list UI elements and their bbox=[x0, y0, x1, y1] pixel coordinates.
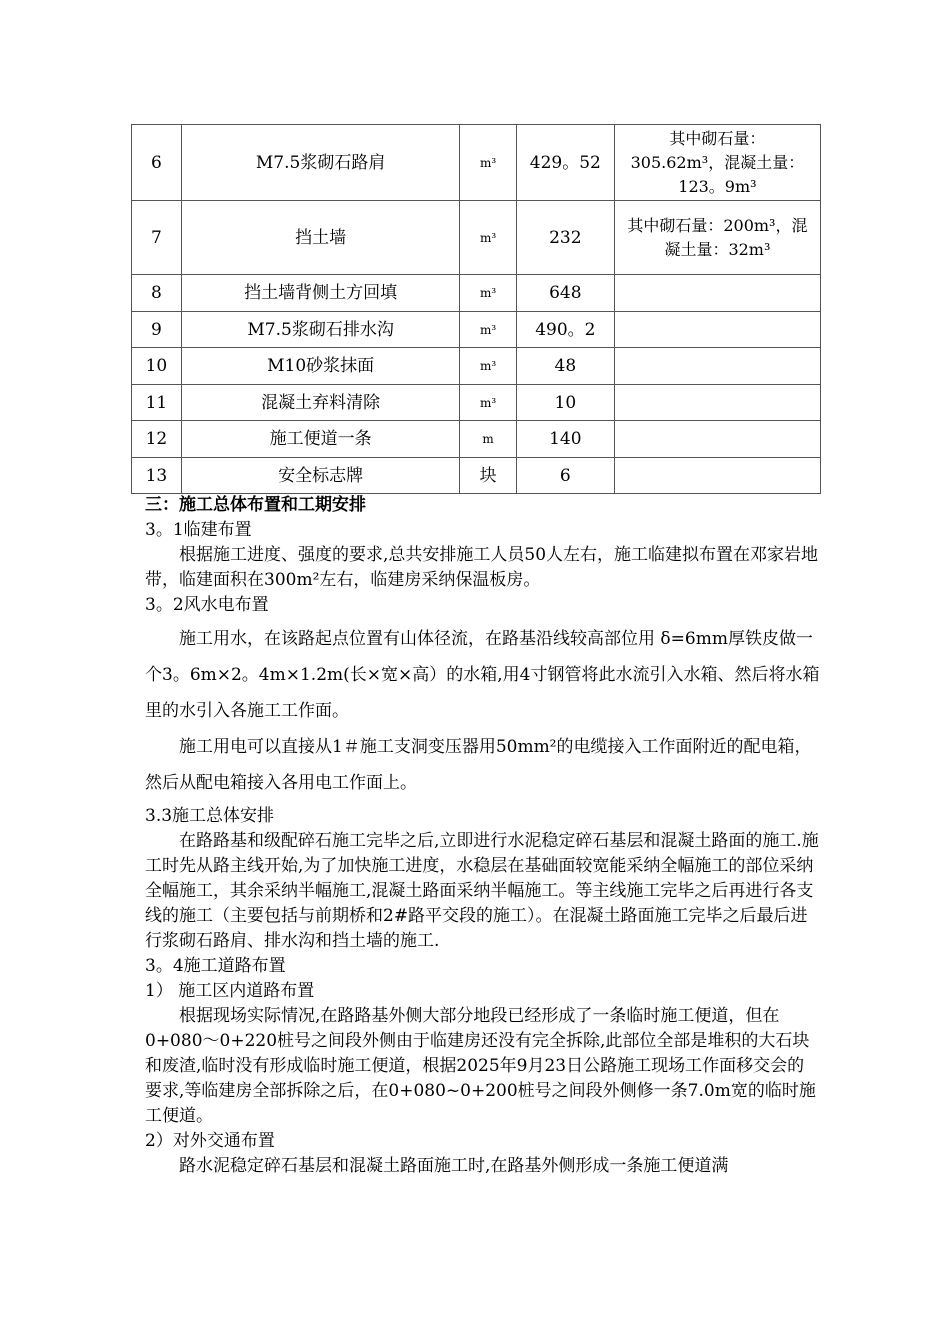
item-unit: m³ bbox=[460, 348, 516, 385]
item-remark bbox=[614, 275, 820, 312]
item-name: M7.5浆砌石路肩 bbox=[181, 125, 460, 201]
item-remark bbox=[614, 421, 820, 458]
paragraph-temporary-facilities: 根据施工进度、强度的要求,总共安排施工人员50人左右，施工临建拟布置在邓家岩地带，临建面积在300m²左右，临建房采纳保温板房。 bbox=[145, 545, 819, 590]
table-row bbox=[132, 385, 821, 421]
item-name: 安全标志牌 bbox=[181, 458, 460, 494]
table-row bbox=[132, 458, 821, 494]
paragraph-overall-arrangement: 在路路基和级配碎石施工完毕之后,立即进行水泥稳定碎石基层和混凝土路面的施工.施工时先从路主线开始,为了加快施工进度，水稳层在基础面较宽能采纳全幅施工的部位采纳全幅施工，其余采纳半幅施工,混凝土路面采纳半幅施工。等主线施工完毕之后再进行各支线的施工（主要包括与前期桥和2#路平交段的施工）。在混凝土路面施工完毕之后最后进行浆砌石路肩、排水沟和挡土墙的施工. bbox=[145, 831, 819, 951]
item-name: 挡土墙 bbox=[181, 201, 460, 275]
item-quantity: 648 bbox=[516, 275, 614, 312]
table-row bbox=[132, 312, 821, 348]
sub-item-heading-internal-roads: 1） 施工区内道路布置 bbox=[145, 981, 315, 1001]
row-number: 10 bbox=[132, 348, 182, 385]
table-row bbox=[132, 275, 821, 312]
subsection-heading-3-2: 3。2风水电布置 bbox=[145, 595, 269, 615]
item-unit: m³ bbox=[460, 125, 516, 201]
item-unit: m bbox=[460, 421, 516, 458]
item-name: M7.5浆砌石排水沟 bbox=[181, 312, 460, 348]
row-number: 6 bbox=[132, 125, 182, 201]
item-unit: 块 bbox=[460, 458, 516, 494]
row-number: 12 bbox=[132, 421, 182, 458]
item-remark: 其中砌石量：305.62m³，混凝土量：123。9m³ bbox=[614, 125, 820, 201]
item-name: 施工便道一条 bbox=[181, 421, 460, 458]
item-name: M10砂浆抹面 bbox=[181, 348, 460, 385]
row-number: 11 bbox=[132, 385, 182, 421]
section-heading: 三：施工总体布置和工期安排 bbox=[145, 495, 366, 515]
row-number: 13 bbox=[132, 458, 182, 494]
item-unit: m³ bbox=[460, 275, 516, 312]
table-row bbox=[132, 421, 821, 458]
item-remark bbox=[614, 348, 820, 385]
item-remark: 其中砌石量：200m³，混凝土量：32m³ bbox=[614, 201, 820, 275]
subsection-heading-3-4: 3。4施工道路布置 bbox=[145, 956, 286, 976]
item-unit: m³ bbox=[460, 385, 516, 421]
paragraph-external-traffic: 路水泥稳定碎石基层和混凝土路面施工时,在路基外侧形成一条施工便道满 bbox=[179, 1156, 729, 1176]
table-row bbox=[132, 125, 821, 201]
table-row bbox=[132, 348, 821, 385]
item-unit: m³ bbox=[460, 312, 516, 348]
row-number: 9 bbox=[132, 312, 182, 348]
subsection-heading-3-1: 3。1临建布置 bbox=[145, 520, 252, 540]
item-quantity: 140 bbox=[516, 421, 614, 458]
item-remark bbox=[614, 458, 820, 494]
item-unit: m³ bbox=[460, 201, 516, 275]
item-remark bbox=[614, 385, 820, 421]
item-quantity: 429。52 bbox=[516, 125, 614, 201]
paragraph-internal-roads: 根据现场实际情况,在路路基外侧大部分地段已经形成了一条临时施工便道，但在0+080～0+220桩号之间段外侧由于临建房还没有完全拆除,此部位全部是堆积的大石块和废渣,临时没有形成临时施工便道，根据2025年9月23日公路施工现场工作面移交会的要求,等临建房全部拆除之后，在0+080~0+200桩号之间段外侧修一条7.0m宽的临时施工便道。 bbox=[145, 1006, 816, 1126]
row-number: 8 bbox=[132, 275, 182, 312]
paragraph-water-supply: 施工用水，在该路起点位置有山体径流，在路基沿线较高部位用 δ=6mm厚铁皮做一个3。6m×2。4m×1.2m(长×宽×高）的水箱,用4寸钢管将此水流引入水箱、然后将水箱里的水引入各施工工作面。 bbox=[145, 629, 820, 721]
item-quantity: 10 bbox=[516, 385, 614, 421]
item-quantity: 48 bbox=[516, 348, 614, 385]
item-quantity: 232 bbox=[516, 201, 614, 275]
subsection-heading-3-3: 3.3施工总体安排 bbox=[145, 806, 275, 826]
item-remark bbox=[614, 312, 820, 348]
document-body bbox=[145, 493, 820, 1179]
paragraph-power-supply: 施工用电可以直接从1＃施工支洞变压器用50mm²的电缆接入工作面附近的配电箱，然后从配电箱接入各用电工作面上。 bbox=[145, 737, 812, 793]
item-name: 挡土墙背侧土方回填 bbox=[181, 275, 460, 312]
item-quantity: 490。2 bbox=[516, 312, 614, 348]
quantity-table bbox=[131, 124, 821, 494]
sub-item-heading-external-traffic: 2）对外交通布置 bbox=[145, 1131, 275, 1151]
item-quantity: 6 bbox=[516, 458, 614, 494]
row-number: 7 bbox=[132, 201, 182, 275]
item-name: 混凝土弃料清除 bbox=[181, 385, 460, 421]
table-row bbox=[132, 201, 821, 275]
